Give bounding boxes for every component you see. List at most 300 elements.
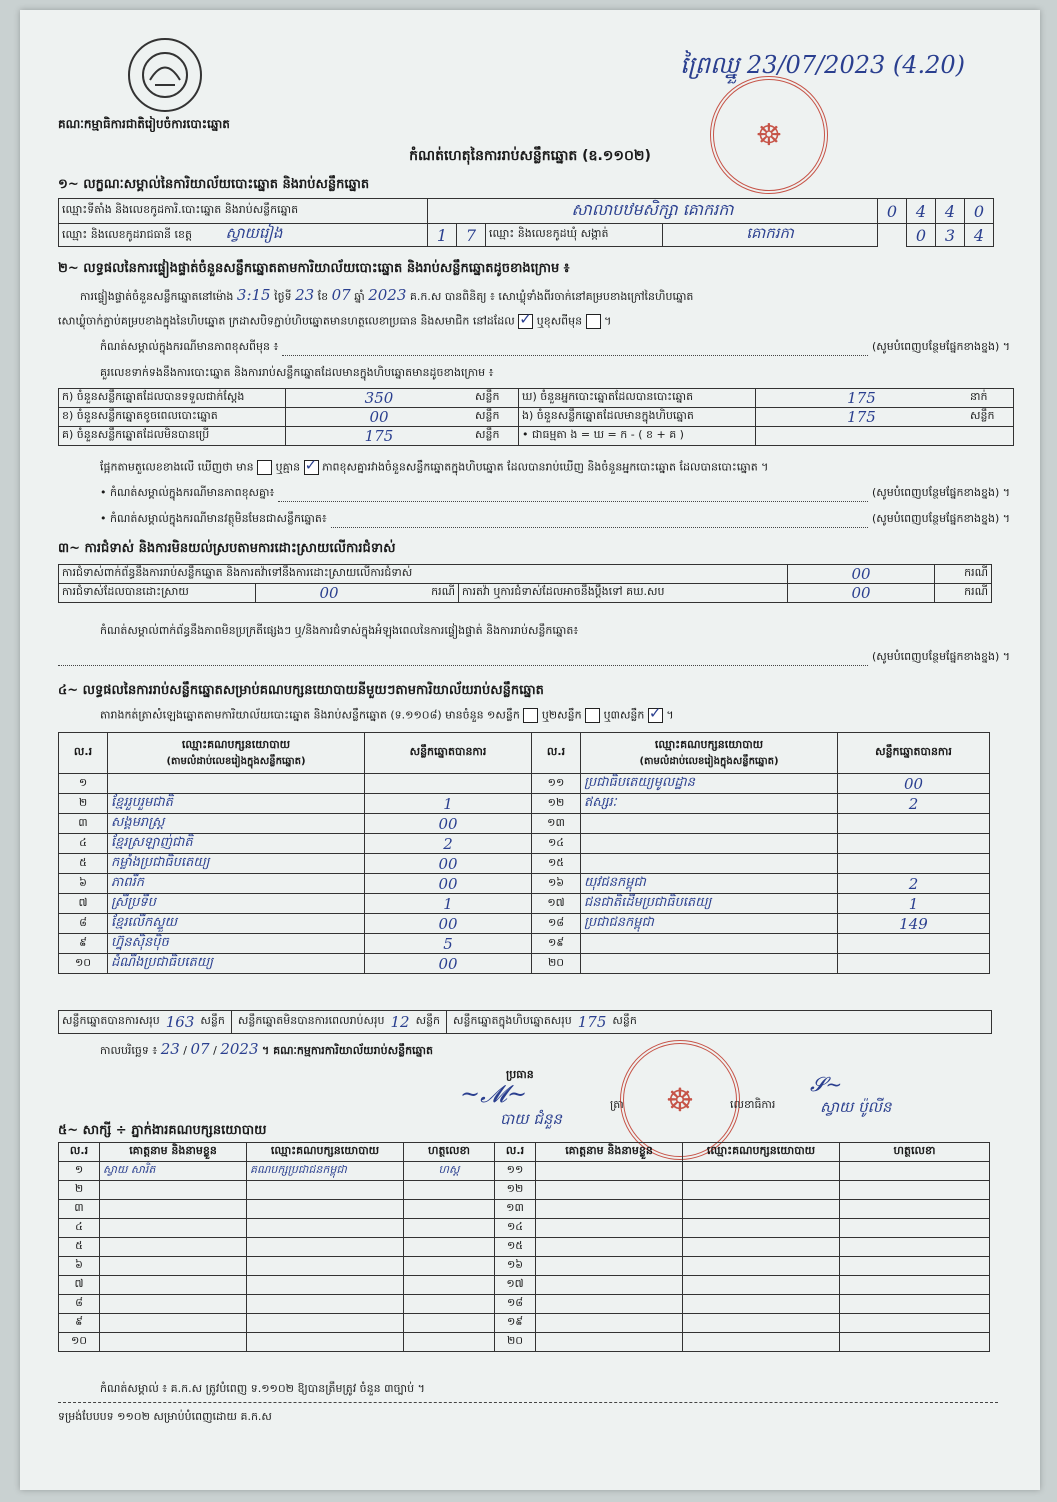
witness-no: ២ [59,1181,100,1200]
party-no: ៦ [59,874,108,894]
witness-name [536,1162,683,1181]
witness-party [247,1200,404,1219]
witness-no: ១៩ [495,1314,536,1333]
party-votes: 1 [365,794,532,814]
witness-name [536,1276,683,1295]
witness-party [247,1276,404,1295]
footer-note: កំណត់សម្គាល់ ៖ គ.ក.ស ត្រូវបំពេញ ទ.១១០២ ឱ្យបានត្រឹមត្រូវ ចំនួន ៣ច្បាប់ ។ [100,1382,425,1395]
resolved-label: ការជំទាស់ដែលបានដោះស្រាយ [59,584,256,603]
day-label: ថ្ងៃទី [274,290,292,303]
witness-row [59,1276,990,1295]
count-right-value [756,427,968,446]
party-votes [365,774,532,794]
witness-sign [840,1257,990,1276]
witness-party [247,1181,404,1200]
witness-row [59,1333,990,1352]
total-box-value: 175 [577,1013,607,1031]
witness-row [59,1219,990,1238]
date-month: 07 [190,1040,210,1058]
witness-no: ៧ [59,1276,100,1295]
verification-year: 2023 [368,286,407,304]
witness-sign [404,1314,495,1333]
count-right-unit: សន្លឹក [967,408,1014,427]
party-name [108,774,365,794]
three-sheets-checkbox[interactable] [648,708,663,723]
witness-col-party: ឈ្មោះគណបក្សនយោបាយ [247,1143,404,1162]
total-valid-unit: សន្លឹក [200,1014,225,1027]
official-stamp-top: ☸ [710,76,828,194]
three-sheets-label: ឬ៣សន្លឹក [603,708,645,722]
province-code-digit: 7 [457,224,486,247]
section4-title: ៤~ លទ្ធផលនៃការរាប់សន្លឹកឆ្នោតសម្រាប់គណបក្សនយោបាយនីមួយៗតាមការិយាល័យរាប់សន្លឹកឆ្នោត [58,683,544,698]
bullet2-line [100,512,1010,528]
bullet1-label: • កំណត់សម្គាល់ក្នុងករណីមានភាពខុសគ្នា៖ [100,486,275,499]
total-box-unit: សន្លឹក [612,1014,637,1027]
col-party [581,733,838,774]
party-no: ៩ [59,934,108,954]
party-name: ខ្មែររួបរួមជាតិ [108,794,365,814]
col-party-sub: (តាមលំដាប់លេខរៀងក្នុងសន្លឹកឆ្នោត) [166,755,306,767]
party-no: ៨ [59,914,108,934]
party-name [581,854,838,874]
no-difference-checkbox[interactable] [304,460,319,475]
witness-name [536,1181,683,1200]
witness-table [58,1142,990,1352]
chair-name: បាយ ជំនួន [500,1110,562,1128]
commune-code-digit: 3 [936,224,965,247]
appeal-label: ការតវ៉ា ឬការជំទាស់ដែលអាចនឹងប្តឹងទៅ គឃ.សប [459,584,788,603]
witness-no: ៤ [59,1219,100,1238]
witness-name: ស្វាយ សារិត [100,1162,247,1181]
witness-sign [404,1295,495,1314]
party-no: ២០ [532,954,581,974]
witness-sign: ហស្ត [404,1162,495,1181]
two-sheets-label: ឬ២សន្លឹក [541,708,582,722]
witness-name [100,1219,247,1238]
irregularities-field[interactable] [58,650,868,666]
party-votes [838,934,990,954]
commune-code-digit: 0 [907,224,936,247]
results-row [59,854,990,874]
verification-day: 23 [295,286,315,304]
witness-party [247,1314,404,1333]
witness-party [683,1295,840,1314]
date-day: 23 [160,1040,180,1058]
witness-name [100,1314,247,1333]
section1-table [58,198,994,247]
witness-sign [840,1314,990,1333]
party-no: ១ [59,774,108,794]
witness-sign [404,1200,495,1219]
compare-text-end: ភាពខុសគ្នារវាងចំនួនសន្លឹកឆ្នោតក្នុងហិបឆ្នោត ដែលបានរាប់ឃើញ និងចំនួនអ្នកបោះឆ្នោត ដែលបានបោះឆ្នោត ។ [322,460,769,474]
changed-checkbox[interactable] [586,314,601,329]
witness-row [59,1200,990,1219]
witness-sign [404,1181,495,1200]
form-sheet [20,10,1040,1490]
objections-label: ការជំទាស់ពាក់ព័ន្ធនឹងការរាប់សន្លឹកឆ្នោត និងការតវ៉ាទៅនឹងការដោះស្រាយលើការជំទាស់ [59,565,788,584]
count-row [59,389,1014,408]
party-name: ប្រជាធិបតេយ្យមូលដ្ឋាន [581,774,838,794]
witness-col-name: គោត្តនាម និងនាមខ្លួន [536,1143,683,1162]
changed-label: ឬខុសពីមុន [536,314,583,328]
witness-party [683,1276,840,1295]
witness-sign [840,1162,990,1181]
witness-party [247,1333,404,1352]
party-name: ជនជាតិដើមប្រជាធិបតេយ្យ [581,894,838,914]
witness-row [59,1257,990,1276]
fill-back-note: (សូមបំពេញបន្ថែមផ្នែកខាងខ្នង) ។ [871,340,1010,353]
secretary-name: ស្វាយ ប៉ូលីន [820,1098,892,1116]
party-no: ១៦ [532,874,581,894]
witness-row [59,1181,990,1200]
witness-no: ៣ [59,1200,100,1219]
party-no: ១៣ [532,814,581,834]
witness-row [59,1295,990,1314]
witness-sign [404,1333,495,1352]
count-right-unit [967,427,1014,446]
witness-sign [840,1181,990,1200]
witness-name [536,1314,683,1333]
count-right-label: ង) ចំនួនសន្លឹកឆ្នោតដែលមានក្នុងហិបឆ្នោត [519,408,756,427]
party-votes [838,814,990,834]
party-votes: 00 [365,954,532,974]
witness-party [683,1200,840,1219]
witness-no: ១០ [59,1333,100,1352]
committee-label: ។ គណៈកម្មការការិយាល័យរាប់សន្លឹកឆ្នោត [262,1044,434,1057]
count-right-value: 175 [756,389,968,408]
party-votes: 2 [365,834,532,854]
commission-name: គណៈកម្មាធិការជាតិរៀបចំការបោះឆ្នោត [58,117,230,131]
party-name [581,814,838,834]
count-left-value: 00 [286,408,473,427]
party-votes: 00 [365,874,532,894]
witness-sign [840,1238,990,1257]
total-box-label: សន្លឹកឆ្នោតក្នុងហិបឆ្នោតសរុប [453,1014,572,1027]
one-sheet-checkbox[interactable] [523,708,538,723]
bullet2-field[interactable] [331,512,868,528]
witness-name [100,1257,247,1276]
party-votes: 1 [365,894,532,914]
witness-name [100,1295,247,1314]
appeal-unit: ករណី [935,584,992,603]
bullet1-field[interactable] [278,486,868,502]
verification-line [80,286,1010,306]
objections-table [58,564,992,603]
witness-party [247,1219,404,1238]
party-name: ប្រជាជនកម្ពុជា [581,914,838,934]
witness-name [536,1200,683,1219]
commune-code-digit: 4 [965,224,994,247]
witness-no: ១២ [495,1181,536,1200]
party-votes: 2 [838,874,990,894]
results-row [59,914,990,934]
date-line: កាលបរិច្ឆេទ ៖ 23 / 07 / 2023 ។ គណៈកម្មការការិយាល័យរាប់សន្លឹកឆ្នោត [100,1040,434,1058]
resolved-unit: ករណី [402,584,459,603]
party-no: ៥ [59,854,108,874]
witness-col-party: ឈ្មោះគណបក្សនយោបាយ [683,1143,840,1162]
month-label: ខែ [317,290,329,303]
party-votes: 1 [838,894,990,914]
fill-back-note: (សូមបំពេញបន្ថែមផ្នែកខាងខ្នង) ។ [871,512,1010,525]
difference-note-label: កំណត់សម្គាល់ក្នុងករណីមានភាពខុសពីមុន ៖ [100,340,279,353]
party-votes: 149 [838,914,990,934]
province-code-digit: 1 [428,224,457,247]
difference-note-field[interactable] [282,340,868,356]
count-right-value: 175 [756,408,968,427]
party-votes [838,854,990,874]
total-valid-value: 163 [165,1013,195,1031]
witness-sign [404,1238,495,1257]
witness-sign [404,1257,495,1276]
witness-party [247,1238,404,1257]
section2-title: ២~ លទ្ធផលនៃការផ្ទៀងផ្ទាត់ចំនួនសន្លឹកឆ្នោតតាមការិយាល័យបោះឆ្នោត និងរាប់សន្លឹកឆ្នោតដូចខាងក្រោម ៖ [58,261,570,276]
witness-party [247,1257,404,1276]
party-votes: 00 [365,814,532,834]
two-sheets-checkbox[interactable] [585,708,600,723]
compare-line [100,460,1010,477]
form-reference: ទម្រង់បែបបទ ១១០២ សម្រាប់បំពេញដោយ គ.ក.ស [58,1410,272,1423]
verification-time: 3:15 [236,286,271,304]
party-votes: 5 [365,934,532,954]
count-left-unit: សន្លឹក [472,389,519,408]
count-right-unit: នាក់ [967,389,1014,408]
results-row [59,834,990,854]
party-votes: 00 [365,914,532,934]
fill-back-note: (សូមបំពេញបន្ថែមផ្នែកខាងខ្នង) ។ [871,486,1010,499]
resolved-value: 00 [256,584,403,603]
results-table [58,732,990,974]
results-row [59,774,990,794]
witness-party: គណបក្សប្រជាជនកម្ពុជា [247,1162,404,1181]
col-no: ល.រ [532,733,581,774]
bullet1-line [100,486,1010,502]
fill-back-note: (សូមបំពេញបន្ថែមផ្នែកខាងខ្នង) ។ [871,650,1010,663]
total-invalid-label: សន្លឹកឆ្នោតមិនបានការពេលរាប់សរុប [237,1014,385,1027]
year-label: ឆ្នាំ [354,290,365,303]
col-party-sub: (តាមលំដាប់លេខរៀងក្នុងសន្លឹកឆ្នោត) [639,755,779,767]
witness-no: ១១ [495,1162,536,1181]
irregularities-note: កំណត់សម្គាល់ពាក់ព័ន្ធនឹងភាពមិនប្រក្រតីផ្សេងៗ ឬ/និងការជំទាស់ក្នុងអំឡុងពេលនៃការផ្ទៀងផ្ទាត់ និងការរាប់សន្លឹកឆ្នោត៖ [100,624,579,637]
nec-logo [128,38,202,112]
witness-col-no: ល.រ [59,1143,100,1162]
witness-name [536,1219,683,1238]
location-label: ឈ្មោះទីតាំង និងលេខកូដការិ.បោះឆ្នោត និងរាប់សន្លឹកឆ្នោត [59,199,428,224]
witness-sign [404,1219,495,1238]
objections-unit: ករណី [935,565,992,584]
appeal-value: 00 [788,584,935,603]
witness-sign [840,1200,990,1219]
location-code-digit: 0 [878,199,907,224]
verification-month: 07 [331,286,351,304]
witness-row [59,1314,990,1333]
bullet2-label: • កំណត់សម្គាល់ក្នុងករណីមានវត្ថុមិនមែនជាសន្លឹកឆ្នោត៖ [100,512,327,525]
witness-no: ១៥ [495,1238,536,1257]
party-no: ១១ [532,774,581,794]
col-votes: សន្លឹកឆ្នោតបានការ [365,733,532,774]
top-handwritten-note: ព្រៃឈ្នួ 23/07/2023 (4.20) [680,51,966,79]
witness-name [100,1238,247,1257]
witness-sign [840,1219,990,1238]
count-left-label: ក) ចំនួនសន្លឹកឆ្នោតដែលបានទទួលជាក់ស្តែង [59,389,286,408]
witness-col-name: គោត្តនាម និងនាមខ្លួន [100,1143,247,1162]
irregularities-line [58,650,1010,666]
province-label [59,224,428,247]
witness-name [536,1295,683,1314]
witness-no: ៨ [59,1295,100,1314]
witness-no: ៦ [59,1257,100,1276]
chair-label: ប្រធាន [506,1068,534,1081]
witness-name [100,1276,247,1295]
witness-col-sign: ហត្ថលេខា [840,1143,990,1162]
witness-no: ៥ [59,1238,100,1257]
col-party-title: ឈ្មោះគណបក្សនយោបាយ [654,737,764,751]
section3-title: ៣~ ការជំទាស់ និងការមិនយល់ស្របតាមការដោះស្រាយលើការជំទាស់ [58,541,396,556]
witness-party [683,1162,840,1181]
objections-value: 00 [788,565,935,584]
party-name: ហ្វ៊ុនស៊ិនប៉ិច [108,934,365,954]
location-code-digit: 4 [907,199,936,224]
party-name: ឥស្សរៈ [581,794,838,814]
tally-sheet-text: តារាងកត់ត្រាសំឡេងឆ្នោតតាមការិយាល័យបោះឆ្នោត និងរាប់សន្លឹកឆ្នោត (ទ.១១០៨) មានចំនួន ១សន្លឹក [100,708,520,722]
date-year: 2023 [220,1040,259,1058]
party-votes [838,954,990,974]
has-difference-checkbox[interactable] [257,460,272,475]
party-name [581,934,838,954]
witness-row [59,1238,990,1257]
count-left-value: 175 [286,427,473,446]
party-votes: 00 [838,774,990,794]
difference-note-line [100,340,1010,356]
total-invalid-value: 12 [390,1013,410,1031]
party-name: យុវជនកម្ពុជា [581,874,838,894]
witness-sign [840,1333,990,1352]
results-row [59,934,990,954]
count-left-label: គ) ចំនួនសន្លឹកឆ្នោតដែលមិនបានប្រើ [59,427,286,446]
count-row [59,408,1014,427]
witness-sign [840,1295,990,1314]
col-party-title: ឈ្មោះគណបក្សនយោបាយ [181,737,291,751]
section5-title: ៥~ សាក្សី ÷ ភ្នាក់ងារគណបក្សនយោបាយ [58,1123,267,1138]
witness-no: ៩ [59,1314,100,1333]
col-votes: សន្លឹកឆ្នោតបានការ [838,733,990,774]
witness-party [683,1257,840,1276]
witness-party [683,1333,840,1352]
party-name: កម្លាំងប្រជាធិបតេយ្យ [108,854,365,874]
results-row [59,874,990,894]
party-no: ៤ [59,834,108,854]
secretary-signature: 𝓢~ [810,1072,843,1096]
party-no: ១៩ [532,934,581,954]
seal-line: សោឃ្លុំចាក់ភ្ជាប់គម្របខាងក្នុងនៃហិបឆ្នោត ក្រដាសបិទភ្ជាប់ហិបឆ្នោតមានហត្ថលេខាប្រធាន និងសមាជិក នៅដដែល ✓ ឬខុសពីមុន ។ [58,314,1008,331]
witness-col-no: ល.រ [495,1143,536,1162]
witness-col-sign: ហត្ថលេខា [404,1143,495,1162]
col-party [108,733,365,774]
witness-row [59,1162,990,1181]
party-no: ១០ [59,954,108,974]
party-name [581,954,838,974]
commune-value: គោករកា [663,224,878,247]
location-code-digit: 0 [965,199,994,224]
count-left-label: ខ) ចំនួនសន្លឹកឆ្នោតខូចពេលបោះឆ្នោត [59,408,286,427]
tally-sheet-line: តារាងកត់ត្រាសំឡេងឆ្នោតតាមការិយាល័យបោះឆ្នោត និងរាប់សន្លឹកឆ្នោត (ទ.១១០៨) មានចំនួន ១សន្លឹក ឬ២សន្លឹក ឬ៣សន្លឹក ✓ ។ [100,708,674,725]
witness-no: ១៤ [495,1219,536,1238]
no-difference-label: ឬគ្មាន [275,460,301,474]
witness-no: ១ [59,1162,100,1181]
party-no: ១៧ [532,894,581,914]
witness-party [683,1314,840,1333]
section1-title: ១~ លក្ខណៈសម្គាល់នៃការិយាល័យបោះឆ្នោត និងរាប់សន្លឹកឆ្នោត [58,177,370,192]
count-left-unit: សន្លឹក [472,427,519,446]
secretary-label: លេខាធិការ [730,1098,776,1111]
witness-name [100,1181,247,1200]
count-right-label: ឃ) ចំនួនអ្នកបោះឆ្នោតដែលបានបោះឆ្នោត [519,389,756,408]
party-no: ១៥ [532,854,581,874]
total-valid-label: សន្លឹកឆ្នោតបានការសរុប [62,1014,160,1027]
party-votes [838,834,990,854]
party-no: ២ [59,794,108,814]
witness-no: ១៧ [495,1276,536,1295]
count-right-label: • ជាធម្មតា ង = ឃ = ក - ( ខ + គ ) [519,427,756,446]
party-no: ១៨ [532,914,581,934]
witness-name [100,1333,247,1352]
location-code-digit: 4 [936,199,965,224]
witness-party [247,1295,404,1314]
witness-no: ២០ [495,1333,536,1352]
witness-no: ១៨ [495,1295,536,1314]
verification-text: ការផ្ទៀងផ្ទាត់ចំនួនសន្លឹកឆ្នោតនៅម៉ោង [80,290,234,303]
count-row [59,427,1014,446]
witness-name [536,1333,683,1352]
count-left-value: 350 [286,389,473,408]
party-name: ស្រីប្រទីប [108,894,365,914]
results-row [59,954,990,974]
chair-signature: ~𝓜~ [460,1080,528,1108]
witness-party [683,1181,840,1200]
results-row [59,814,990,834]
form-title: កំណត់ហេតុនៃការរាប់សន្លឹកឆ្នោត (ឧ.១១០២) [409,148,651,164]
party-no: ១៤ [532,834,581,854]
location-value: សាលាបឋមសិក្សា គោករកា [428,199,878,224]
witness-party [683,1219,840,1238]
unchanged-checkbox[interactable] [518,314,533,329]
witness-no: ១៣ [495,1200,536,1219]
witness-name [536,1257,683,1276]
witness-no: ១៦ [495,1257,536,1276]
totals-row [58,1010,992,1034]
witness-sign [404,1276,495,1295]
party-name: ខ្មែរលើកស្ទួយ [108,914,365,934]
official-stamp-bottom: ☸ [620,1040,740,1160]
party-name: ខ្មែរស្រឡាញ់ជាតិ [108,834,365,854]
commune-label: ឈ្មោះ និងលេខកូដឃុំ សង្កាត់ [486,224,663,247]
counts-table [58,388,1014,446]
party-no: ១២ [532,794,581,814]
witness-party [683,1238,840,1257]
witness-name [536,1238,683,1257]
party-no: ៧ [59,894,108,914]
compare-text: ផ្អែកតាមតួលេខខាងលើ ឃើញថា មាន [100,460,254,474]
party-name: ភាពរីក [108,874,365,894]
party-no: ៣ [59,814,108,834]
date-label: កាលបរិច្ឆេទ ៖ [100,1044,158,1057]
results-row [59,894,990,914]
col-no: ល.រ [59,733,108,774]
seal-text: សោឃ្លុំចាក់ភ្ជាប់គម្របខាងក្នុងនៃហិបឆ្នោត ក្រដាសបិទភ្ជាប់ហិបឆ្នោតមានហត្ថលេខាប្រធាន និងសមាជិក នៅដដែល [58,314,515,328]
count-left-unit: សន្លឹក [472,408,519,427]
province-label-text: ឈ្មោះ និងលេខកូដរាជធានី ខេត្ត [62,228,192,241]
party-name [581,834,838,854]
results-row [59,794,990,814]
